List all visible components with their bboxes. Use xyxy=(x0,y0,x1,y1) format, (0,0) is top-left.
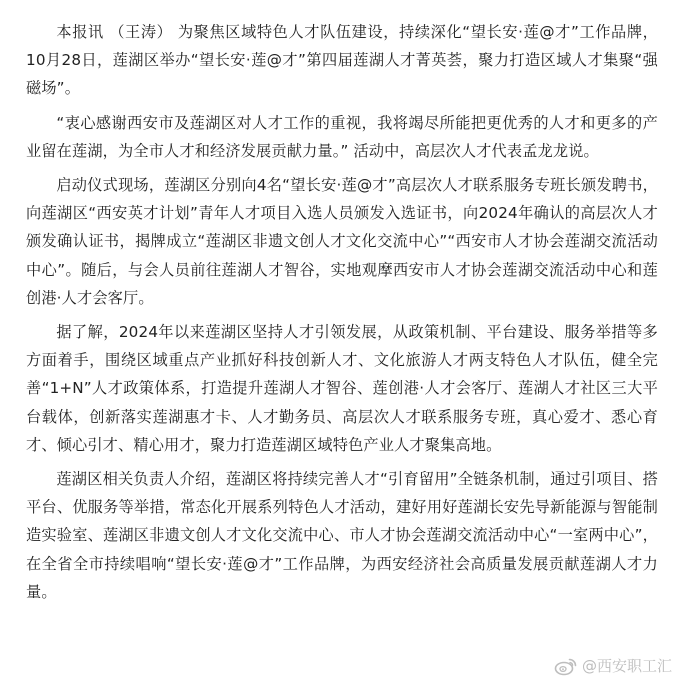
article-body xyxy=(26,18,658,612)
weibo-logo-icon xyxy=(554,656,578,676)
article-paragraph: “衷心感谢西安市及莲湖区对人才工作的重视，我将竭尽所能把更优秀的人才和更多的产业留在莲湖，为全市人才和经济发展贡献力量。” 活动中，高层次人才代表孟龙龙说。 xyxy=(26,113,658,160)
article-paragraph: 据了解，2024年以来莲湖区坚持人才引领发展，从政策机制、平台建设、服务举措等多方面着手，围绕区域重点产业抓好科技创新人才、文化旅游人才两支特色人才队伍，健全完善“1+N”人才政策体系，打造提升莲湖人才智谷、莲创港·人才会客厅、莲湖人才社区三大平台载体，创新落实莲湖惠才卡、人才勤务员、高层次人才联系服务专班，真心爱才、悉心育才、倾心引才、精心用才，聚力打造莲湖区域特色产业人才聚集高地。 xyxy=(26,323,658,454)
article-paragraph: 启动仪式现场，莲湖区分别向4名“望长安·莲@才”高层次人才联系服务专班长颁发聘书，向莲湖区“西安英才计划”青年人才项目入选人员颁发入选证书，向2024年确认的高层次人才颁发确认证书，揭牌成立“莲湖区非遗文创人才文化交流中心”“西安市人才协会莲湖交流活动中心”。随后，与会人员前往莲湖人才智谷，实地观摩西安市人才协会莲湖交流活动中心和莲创港·人才会客厅。 xyxy=(26,176,658,307)
article-paragraph: 莲湖区相关负责人介绍，莲湖区将持续完善人才“引育留用”全链条机制，通过引项目、搭平台、优服务等举措，常态化开展系列特色人才活动，建好用好莲湖长安先导新能源与智能制造实验室、莲湖区非遗文创人才文化交流中心、市人才协会莲湖交流活动中心“一室两中心”，在全省全市持续唱响“望长安·莲@才”工作品牌，为西安经济社会高质量发展贡献莲湖人才力量。 xyxy=(26,470,658,601)
article-paragraph: 本报讯 （王涛） 为聚焦区域特色人才队伍建设，持续深化“望长安·莲@才”工作品牌，10月28日，莲湖区举办“望长安·莲@才”第四届莲湖人才菁英荟，聚力打造区域人才集聚“强磁场”。 xyxy=(26,23,658,98)
watermark xyxy=(554,655,672,676)
watermark-text: @西安职工汇 xyxy=(581,657,672,675)
